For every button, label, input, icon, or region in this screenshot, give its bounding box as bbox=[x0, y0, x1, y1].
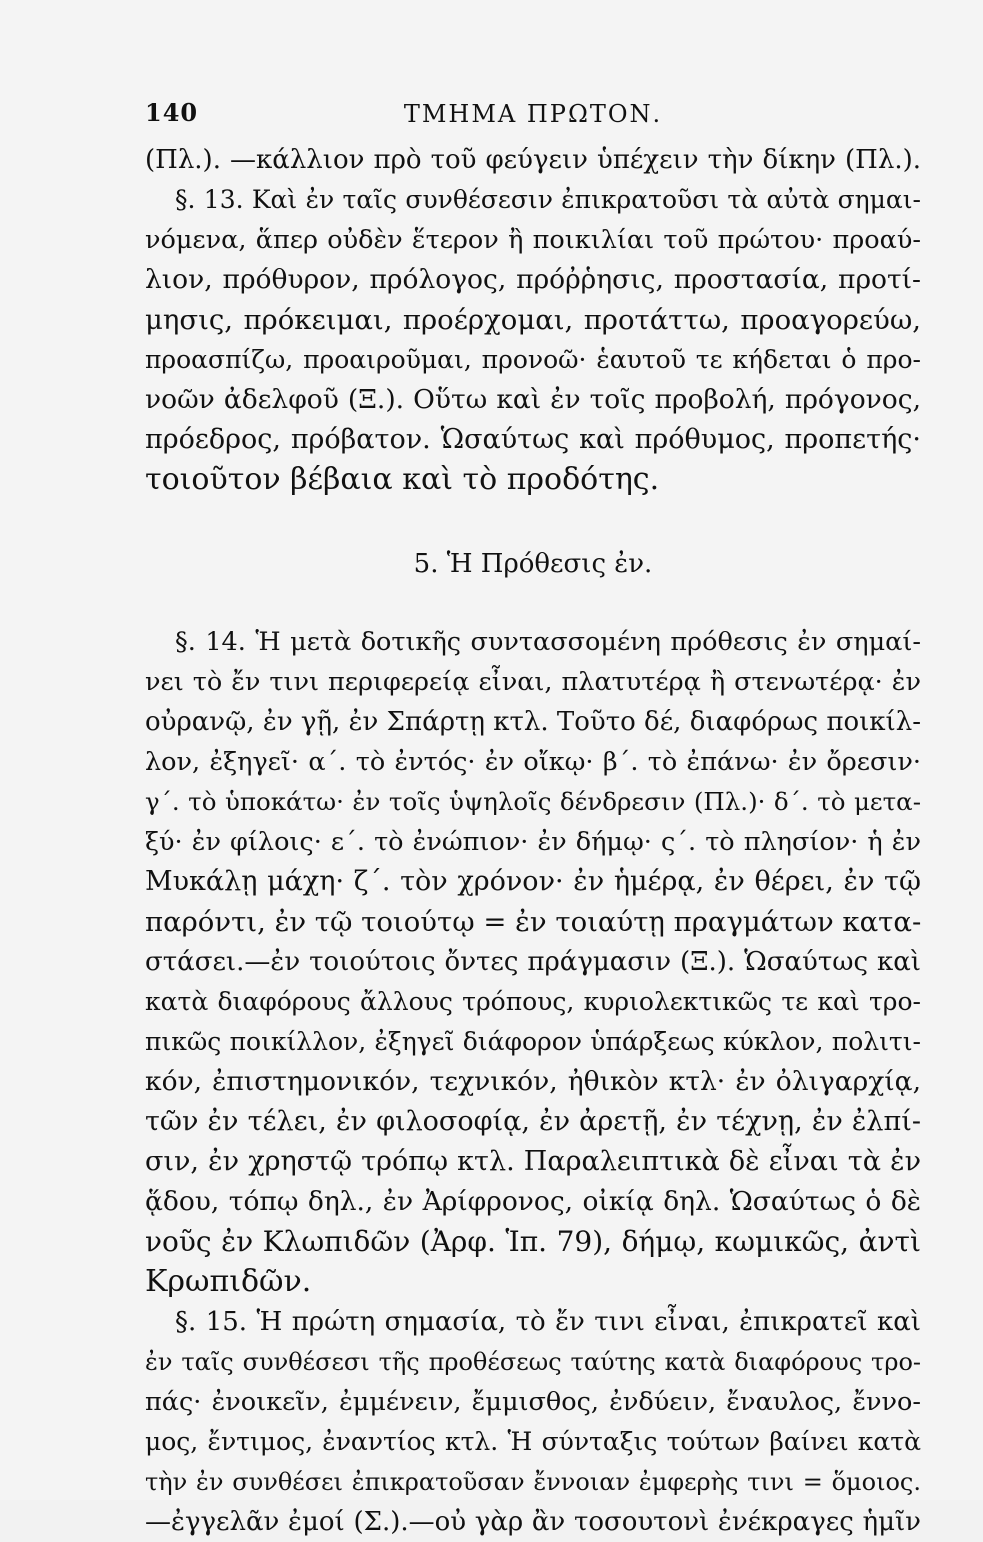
text-line: —ἐγγελᾶν ἐμοί (Σ.).—οὐ γὰρ ἂν τοσουτονὶ ἐνέκραγες ἡμῖν bbox=[145, 1507, 921, 1537]
page-header bbox=[145, 92, 921, 132]
text-line: Μυκάλῃ μάχη· ζ΄. τὸν χρόνον· ἐν ἡμέρᾳ, ἐν θέρει, ἐν τῷ bbox=[145, 866, 921, 897]
text-line: §. 14. Ἡ μετὰ δοτικῆς συντασσομένη πρόθεσις ἐν σημαί- bbox=[175, 627, 921, 657]
text-line: πάς· ἐνοικεῖν, ἐμμένειν, ἔμμισθος, ἐνδύειν, ἔναυλος, ἔννο- bbox=[145, 1387, 921, 1417]
text-line: ξύ· ἐν φίλοις· ε΄. τὸ ἐνώπιον· ἐν δήμῳ· ς΄. τὸ πλησίον· ἡ ἐν bbox=[145, 827, 921, 857]
text-line: ᾅδου, τόπῳ δηλ., ἐν Ἀρίφρονος, οἰκίᾳ δηλ. Ὡσαύτως ὁ δὲ bbox=[145, 1186, 921, 1217]
text-line: μησις, πρόκειμαι, προέρχομαι, προτάττω, προαγορεύω, bbox=[145, 304, 921, 336]
text-line: τῶν ἐν τέλει, ἐν φιλοσοφίᾳ, ἐν ἀρετῇ, ἐν τέχνῃ, ἐν ἐλπί- bbox=[145, 1106, 921, 1137]
text-line: Κρωπιδῶν. bbox=[145, 1264, 312, 1299]
text-line: ἐν ταῖς συνθέσεσι τῆς προθέσεως ταύτης κατὰ διαφόρους τρο- bbox=[145, 1348, 921, 1376]
text-line: σιν, ἐν χρηστῷ τρόπῳ κτλ. Παραλειπτικὰ δὲ εἶναι τὰ ἐν bbox=[145, 1146, 921, 1177]
text-line: μος, ἔντιμος, ἐναντίος κτλ. Ἡ σύνταξις τούτων βαίνει κατὰ bbox=[145, 1427, 921, 1456]
text-line: κατὰ διαφόρους ἄλλους τρόπους, κυριολεκτικῶς τε καὶ τρο- bbox=[145, 987, 921, 1016]
text-line: §. 13. Καὶ ἐν ταῖς συνθέσεσιν ἐπικρατοῦσι τὰ αὐτὰ σημαι- bbox=[175, 185, 921, 214]
text-line: λον, ἐξηγεῖ· α΄. τὸ ἐντός· ἐν οἴκῳ· β΄. τὸ ἐπάνω· ἐν ὄρεσιν· bbox=[145, 747, 921, 777]
text-line: τὴν ἐν συνθέσει ἐπικρατοῦσαν ἔννοιαν ἐμφερὴς τινι = ὅμοιος. bbox=[145, 1468, 921, 1496]
text-line: πρόεδρος, πρόβατον. Ὡσαύτως καὶ πρόθυμος, προπετής· bbox=[145, 424, 921, 455]
text-line: γ΄. τὸ ὑποκάτω· ἐν τοῖς ὑψηλοῖς δένδρεσιν (Πλ.)· δ΄. τὸ μετα- bbox=[145, 787, 921, 816]
text-line: §. 15. Ἡ πρώτη σημασία, τὸ ἔν τινι εἶναι, ἐπικρατεῖ καὶ bbox=[175, 1307, 921, 1337]
text-line: (Πλ.). —κάλλιον πρὸ τοῦ φεύγειν ὑπέχειν τὴν δίκην (Πλ.). bbox=[145, 145, 921, 175]
section-heading: 5. Ἡ Πρόθεσις ἐν. bbox=[413, 549, 653, 579]
text-line: προασπίζω, προαιροῦμαι, προνοῶ· ἑαυτοῦ τε κήδεται ὁ προ- bbox=[145, 345, 921, 374]
text-line: παρόντι, ἐν τῷ τοιούτῳ = ἐν τοιαύτῃ πραγμάτων κατα- bbox=[145, 906, 921, 938]
page-number: 140 bbox=[145, 98, 199, 127]
paragraph-13 bbox=[145, 140, 921, 500]
running-head: ΤΜΗΜΑ ΠΡΩΤΟΝ. bbox=[403, 100, 663, 128]
text-line: νοῦς ἐν Κλωπιδῶν (Ἀρφ. Ἱπ. 79), δήμῳ, κωμικῶς, ἀντὶ bbox=[145, 1225, 921, 1258]
text-line: πικῶς ποικίλλον, ἐξηγεῖ διάφορον ὑπάρξεως κύκλον, πολιτι- bbox=[145, 1027, 921, 1056]
text-line: τοιοῦτον βέβαια καὶ τὸ προδότης. bbox=[145, 462, 660, 497]
text-line: νει τὸ ἔν τινι περιφερείᾳ εἶναι, πλατυτέρᾳ ἢ στενωτέρᾳ· ἐν bbox=[145, 667, 921, 697]
text-line: νοῶν ἀδελφοῦ (Ξ.). Οὕτω καὶ ἐν τοῖς προβολή, πρόγονος, bbox=[145, 384, 921, 415]
text-line: νόμενα, ἅπερ οὐδὲν ἕτερον ἢ ποικιλίαι τοῦ πρώτου· προαύ- bbox=[145, 225, 921, 255]
text-line: λιον, πρόθυρον, πρόλογος, πρόῤῥησις, προστασία, προτί- bbox=[145, 264, 921, 295]
paragraph-15 bbox=[145, 1302, 921, 1542]
text-line: οὐρανῷ, ἐν γῇ, ἐν Σπάρτῃ κτλ. Τοῦτο δέ, διαφόρως ποικίλ- bbox=[145, 707, 921, 737]
text-line: κόν, ἐπιστημονικόν, τεχνικόν, ἠθικὸν κτλ· ἐν ὀλιγαρχίᾳ, bbox=[145, 1066, 921, 1097]
paragraph-14 bbox=[145, 622, 921, 1302]
text-line: στάσει.—ἐν τοιούτοις ὄντες πράγμασιν (Ξ.). Ὡσαύτως καὶ bbox=[145, 947, 921, 977]
